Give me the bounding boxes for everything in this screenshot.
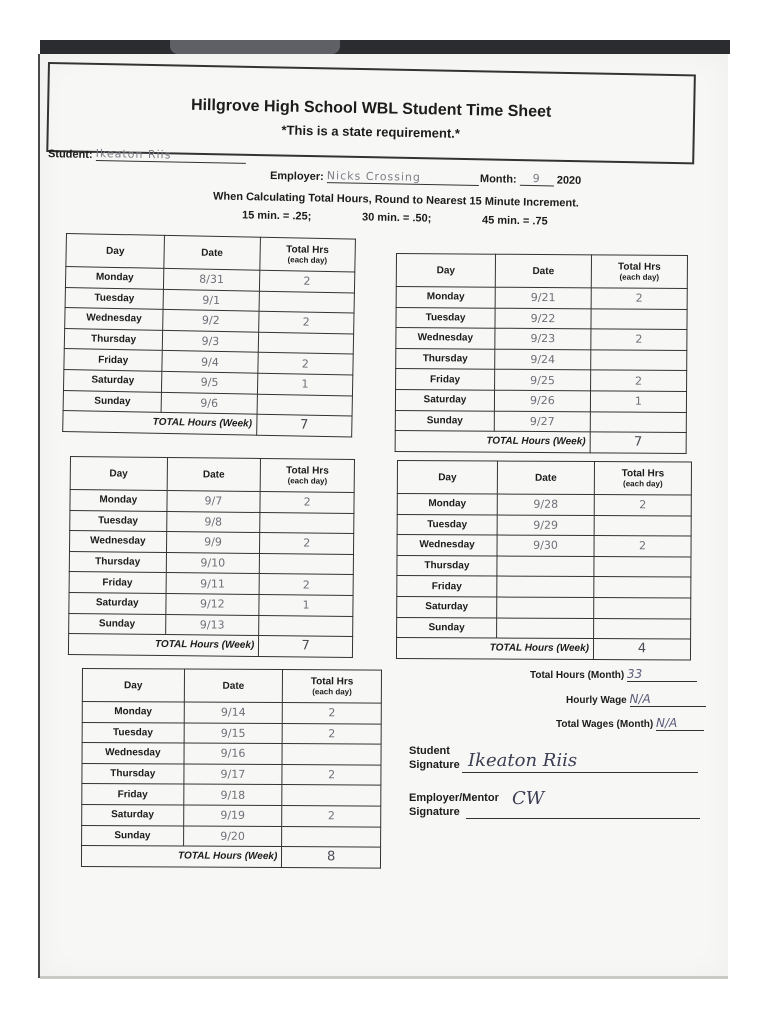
date-header: Date xyxy=(184,669,283,703)
table-header-row xyxy=(396,254,687,289)
total-row xyxy=(395,431,686,454)
date-cell: 9/27 xyxy=(494,411,590,432)
date-cell: 9/1 xyxy=(163,289,259,311)
date-cell: 9/18 xyxy=(183,784,282,805)
date-cell: 9/7 xyxy=(166,491,260,513)
hours-cell xyxy=(258,332,354,354)
date-cell xyxy=(497,597,594,618)
date-cell: 9/5 xyxy=(162,371,258,393)
hours-cell xyxy=(260,512,354,534)
hours-cell: 1 xyxy=(259,594,353,616)
table-header-row xyxy=(66,234,356,273)
date-cell: 9/26 xyxy=(494,390,590,411)
table-row xyxy=(397,596,691,618)
date-cell: 9/23 xyxy=(495,328,591,349)
table-row xyxy=(396,348,687,371)
rounding-rule-30: 30 min. = .50; xyxy=(361,211,432,225)
day-cell: Wednesday xyxy=(396,328,495,349)
table-row xyxy=(396,328,687,351)
date-header: Date xyxy=(167,458,261,492)
photo-background-top xyxy=(40,40,730,54)
table-header-row xyxy=(70,457,354,493)
total-hrs-label: Total Hrs xyxy=(286,465,329,477)
day-cell: Sunday xyxy=(63,390,162,412)
total-week-value: 7 xyxy=(256,414,352,436)
day-cell: Sunday xyxy=(82,825,184,846)
day-header: Day xyxy=(70,457,167,491)
day-cell: Thursday xyxy=(64,328,163,350)
day-cell: Monday xyxy=(396,287,495,308)
employer-label: Employer: xyxy=(269,169,324,184)
total-row xyxy=(396,638,690,660)
hours-cell: 2 xyxy=(260,491,354,513)
hours-cell: 1 xyxy=(590,391,686,412)
day-header: Day xyxy=(396,254,495,288)
rounding-rule-15: 15 min. = .25; xyxy=(241,209,312,223)
table-row xyxy=(69,592,353,616)
hours-cell: 2 xyxy=(257,353,353,375)
month-value: 9 xyxy=(532,172,541,186)
day-cell: Tuesday xyxy=(396,307,495,328)
day-cell: Tuesday xyxy=(82,722,184,743)
student-signature-label: Student Signature xyxy=(409,745,460,771)
day-cell: Monday xyxy=(65,267,164,289)
day-cell: Tuesday xyxy=(70,510,167,532)
hourly-wage-label: Hourly Wage xyxy=(566,695,627,706)
day-cell: Thursday xyxy=(69,551,166,573)
day-header: Day xyxy=(66,234,165,269)
hours-cell xyxy=(257,394,353,416)
hours-cell xyxy=(259,615,353,637)
week-table xyxy=(396,460,692,660)
day-cell: Saturday xyxy=(69,592,166,614)
table-row xyxy=(82,743,381,765)
total-hrs-header xyxy=(591,255,687,289)
hours-cell xyxy=(594,577,691,598)
each-day-label: (each day) xyxy=(312,687,352,697)
date-cell: 9/9 xyxy=(166,532,260,554)
date-cell: 9/3 xyxy=(163,330,259,352)
date-cell: 9/20 xyxy=(183,826,282,847)
table-row xyxy=(396,287,687,310)
total-hrs-label: Total Hrs xyxy=(286,244,329,257)
hours-cell xyxy=(591,350,687,371)
table-row xyxy=(69,551,353,575)
day-cell: Friday xyxy=(69,572,166,594)
day-cell: Saturday xyxy=(82,804,184,825)
total-week-value: 7 xyxy=(590,432,686,453)
hours-cell xyxy=(260,553,354,575)
hours-cell: 2 xyxy=(283,703,382,724)
date-cell: 9/6 xyxy=(161,392,257,414)
hours-cell: 2 xyxy=(591,329,687,350)
total-week-label: TOTAL Hours (Week) xyxy=(81,846,281,868)
day-cell: Friday xyxy=(396,369,495,390)
employer-name-value: Nicks Crossing xyxy=(326,169,422,184)
student-name-value: Ikeaton Riis xyxy=(95,147,172,162)
date-cell xyxy=(497,556,594,577)
hours-cell: 2 xyxy=(259,270,355,292)
total-hours-month-label: Total Hours (Month) xyxy=(530,670,625,681)
employer-line xyxy=(327,169,479,186)
date-cell: 9/19 xyxy=(183,805,282,826)
month-label: Month: xyxy=(479,173,517,186)
rounding-instruction: When Calculating Total Hours, Round to Nearest 15 Minute Increment. xyxy=(212,190,579,210)
paper-left-edge xyxy=(38,54,40,978)
date-cell: 9/13 xyxy=(165,614,259,636)
table-row xyxy=(82,763,381,785)
student-line xyxy=(96,147,246,164)
week-table xyxy=(68,456,355,658)
table-row xyxy=(397,576,691,598)
day-cell: Wednesday xyxy=(70,531,167,553)
hours-cell: 2 xyxy=(591,288,687,309)
total-week-value: 4 xyxy=(593,639,690,660)
date-cell: 9/8 xyxy=(166,511,260,533)
day-cell: Monday xyxy=(82,702,184,723)
day-cell: Wednesday xyxy=(65,308,164,330)
week-table xyxy=(62,233,356,437)
day-header: Day xyxy=(397,461,497,495)
table-row xyxy=(69,572,353,596)
each-day-label: (each day) xyxy=(619,272,660,282)
table-row xyxy=(396,307,687,330)
date-cell: 9/10 xyxy=(166,552,260,574)
table-row xyxy=(397,514,691,536)
date-cell: 9/15 xyxy=(184,723,283,744)
hours-cell: 2 xyxy=(282,764,381,785)
hours-cell xyxy=(591,308,687,329)
total-week-label: TOTAL Hours (Week) xyxy=(396,638,593,660)
total-week-label: TOTAL Hours (Week) xyxy=(63,411,257,435)
table-header-row xyxy=(82,669,381,704)
table-row xyxy=(397,617,691,639)
day-cell: Tuesday xyxy=(397,514,497,535)
table-row xyxy=(397,555,691,577)
date-cell: 9/24 xyxy=(495,349,591,370)
page-title: Hillgrove High School WBL Student Time Sheet xyxy=(190,96,552,121)
day-cell: Thursday xyxy=(82,763,184,784)
table-row xyxy=(397,535,691,557)
total-row xyxy=(81,846,380,868)
hours-cell xyxy=(282,744,381,765)
hours-cell: 2 xyxy=(282,723,381,744)
each-day-label: (each day) xyxy=(287,255,328,266)
total-week-value: 8 xyxy=(282,847,381,868)
hours-cell xyxy=(282,785,381,806)
hours-cell: 2 xyxy=(258,311,354,333)
table-row xyxy=(70,510,354,534)
day-cell: Monday xyxy=(70,490,167,512)
total-hrs-label: Total Hrs xyxy=(618,261,661,273)
total-row xyxy=(68,634,352,658)
day-cell: Friday xyxy=(397,576,497,597)
date-header: Date xyxy=(164,235,260,270)
total-week-label: TOTAL Hours (Week) xyxy=(395,431,590,453)
hours-cell: 2 xyxy=(594,536,691,557)
hours-cell xyxy=(594,618,691,639)
hours-cell: 2 xyxy=(260,533,354,555)
date-cell: 8/31 xyxy=(164,268,260,290)
hours-cell xyxy=(594,556,691,577)
date-cell: 9/12 xyxy=(165,593,259,615)
hours-cell: 2 xyxy=(594,495,691,516)
day-cell: Sunday xyxy=(395,410,494,431)
date-cell: 9/25 xyxy=(494,370,590,391)
table-row xyxy=(397,494,691,516)
each-day-label: (each day) xyxy=(287,476,328,486)
student-signature: Ikeaton Riis xyxy=(468,750,578,771)
table-row xyxy=(69,613,353,637)
hours-cell xyxy=(590,411,686,432)
date-cell: 9/22 xyxy=(495,308,591,329)
day-cell: Thursday xyxy=(396,348,495,369)
employer-signature-line xyxy=(466,818,700,819)
employer-signature-label: Employer/Mentor Signature xyxy=(409,792,499,818)
total-hrs-header xyxy=(594,462,691,496)
table-row xyxy=(82,825,381,847)
hourly-wage-value: N/A xyxy=(630,692,706,707)
total-hrs-header xyxy=(259,237,355,272)
total-week-label: TOTAL Hours (Week) xyxy=(68,634,258,657)
total-hours-month xyxy=(530,667,697,682)
table-row xyxy=(82,702,381,724)
each-day-label: (each day) xyxy=(623,479,663,489)
table-row xyxy=(70,531,354,555)
hourly-wage xyxy=(566,692,706,707)
day-header: Day xyxy=(82,669,184,703)
date-cell: 9/29 xyxy=(497,515,594,536)
day-cell: Friday xyxy=(82,784,184,805)
day-cell: Monday xyxy=(397,494,497,515)
date-cell: 9/2 xyxy=(163,310,259,332)
hours-cell xyxy=(594,598,691,619)
hours-cell: 2 xyxy=(259,574,353,596)
date-cell xyxy=(497,618,594,639)
total-wages-month-value: N/A xyxy=(656,716,704,731)
total-hrs-header xyxy=(283,670,382,704)
photo-background-object xyxy=(170,40,340,54)
table-row xyxy=(395,410,686,433)
employer-signature: CW xyxy=(512,788,545,809)
hours-cell xyxy=(594,515,691,536)
total-hrs-header xyxy=(260,458,354,492)
total-hours-month-value: 33 xyxy=(627,667,697,682)
hours-cell xyxy=(259,291,355,313)
table-row xyxy=(396,369,687,392)
table-header-row xyxy=(397,461,691,496)
day-cell: Sunday xyxy=(69,613,166,635)
total-wages-month xyxy=(556,716,704,731)
date-header: Date xyxy=(497,461,594,495)
student-signature-line xyxy=(462,772,698,773)
week-table xyxy=(395,253,688,454)
day-cell: Thursday xyxy=(397,555,497,576)
day-cell: Sunday xyxy=(397,617,497,638)
date-cell: 9/16 xyxy=(184,743,283,764)
hours-cell: 2 xyxy=(282,806,381,827)
table-row xyxy=(82,722,381,744)
total-hrs-label: Total Hrs xyxy=(621,468,665,480)
day-cell: Saturday xyxy=(395,389,494,410)
hours-cell xyxy=(282,826,381,847)
student-label: Student: xyxy=(47,148,93,161)
date-cell xyxy=(497,576,594,597)
week-table xyxy=(81,668,382,868)
day-cell: Friday xyxy=(64,349,163,371)
date-cell: 9/14 xyxy=(184,702,283,723)
hours-cell: 2 xyxy=(590,370,686,391)
date-cell: 9/4 xyxy=(162,351,258,373)
month-field xyxy=(480,171,582,187)
date-cell: 9/30 xyxy=(497,535,594,556)
date-header: Date xyxy=(495,254,591,288)
total-hrs-label: Total Hrs xyxy=(310,676,354,688)
date-cell: 9/28 xyxy=(497,494,594,515)
table-row xyxy=(82,784,381,806)
month-line xyxy=(520,172,554,187)
table-row xyxy=(395,389,686,412)
date-cell: 9/17 xyxy=(184,764,283,785)
day-cell: Saturday xyxy=(397,596,497,617)
table-row xyxy=(70,490,354,514)
day-cell: Wednesday xyxy=(397,535,497,556)
year-value: 2020 xyxy=(556,174,582,187)
total-wages-month-label: Total Wages (Month) xyxy=(556,719,654,730)
day-cell: Wednesday xyxy=(82,743,184,764)
table-row xyxy=(82,804,381,826)
hours-cell: 1 xyxy=(257,373,353,395)
day-cell: Saturday xyxy=(63,369,162,391)
rounding-rule-45: 45 min. = .75 xyxy=(481,214,548,228)
page-subtitle: *This is a state requirement.* xyxy=(281,122,461,141)
date-cell: 9/11 xyxy=(166,573,260,595)
date-cell: 9/21 xyxy=(495,287,591,308)
day-cell: Tuesday xyxy=(65,287,164,309)
total-week-value: 7 xyxy=(259,636,353,658)
paper-bottom-edge xyxy=(40,976,728,979)
